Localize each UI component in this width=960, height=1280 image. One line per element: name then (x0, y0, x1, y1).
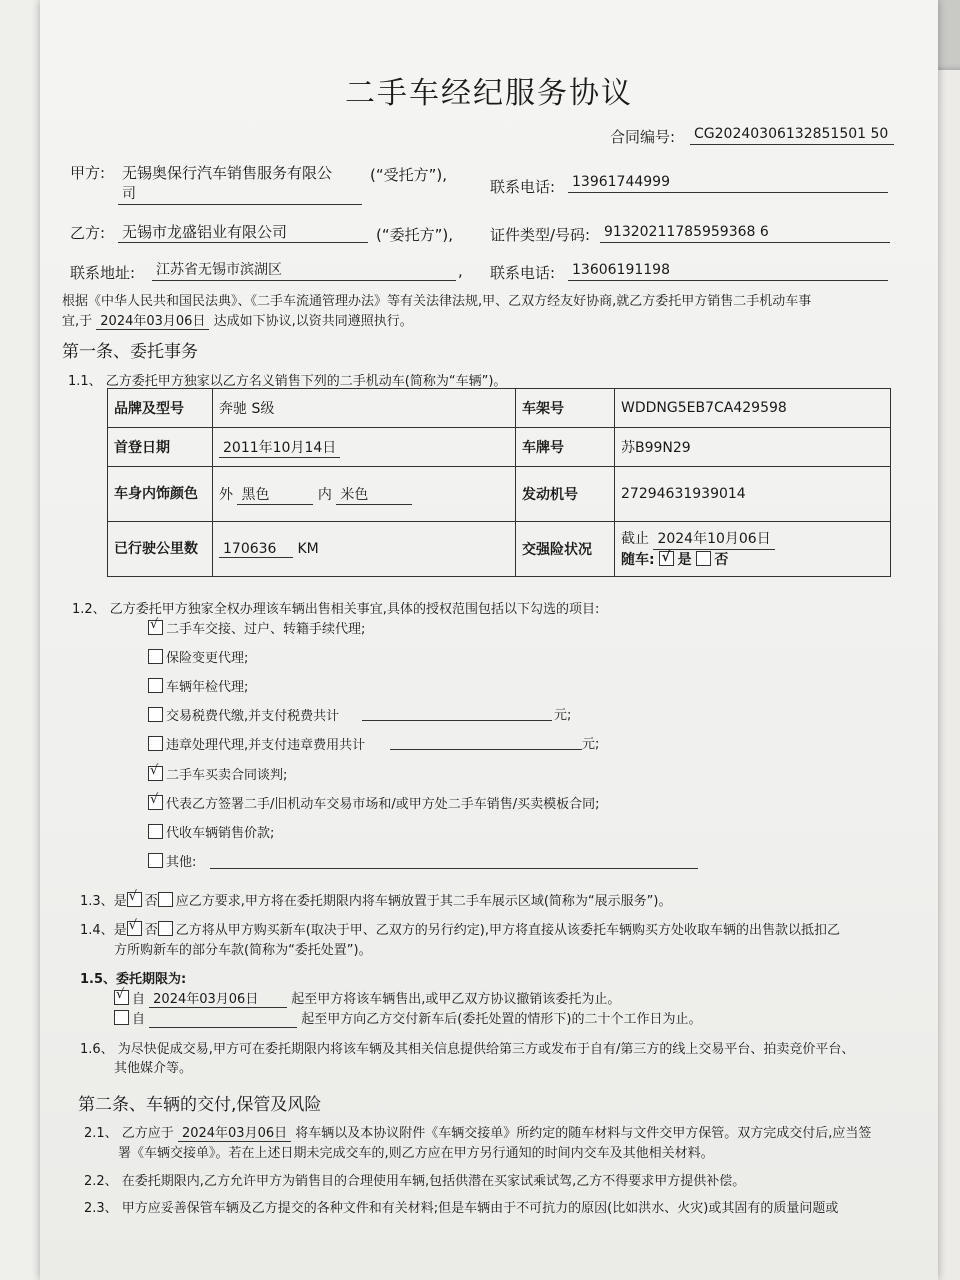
c13-no-checkbox[interactable] (158, 892, 173, 907)
party-a-name-line2: 司 (118, 184, 362, 205)
c15-a-date: 2024年03月06日 (149, 988, 287, 1008)
section2-title: 第二条、车辆的交付,保管及风险 (78, 1095, 322, 1115)
intro-line1: 根据《中华人民共和国民法典》、《二手车流通管理办法》等有关法律法规,甲、乙双方经友好协商,就乙方委托甲方销售二手机动车事 (62, 294, 812, 309)
option-3-checkbox[interactable] (148, 678, 163, 693)
ins-yes-label: 是 (677, 551, 692, 568)
vehicle-table (107, 388, 891, 577)
clause-1-5-a: √自 2024年03月06日 起至甲方将该车辆售出,或甲乙双方协议撤销该委托为止。 (114, 988, 620, 1008)
option-1-checkbox[interactable] (148, 620, 163, 635)
option-1: √二手车交接、过户、转籍手续代理; (148, 618, 365, 637)
reg-date-value: 2011年10月14日 (219, 437, 340, 458)
ins-yes-checkbox[interactable] (659, 551, 674, 566)
c15-a-checkbox[interactable] (114, 990, 129, 1005)
option-9-checkbox[interactable] (148, 853, 163, 868)
intro-line2: 宜,于 2024年03月06日 达成如下协议,以资共同遵照执行。 (62, 310, 413, 330)
contract-number-label: 合同编号: (610, 128, 676, 146)
option-6-checkbox[interactable] (148, 766, 163, 781)
option-8-checkbox[interactable] (148, 824, 163, 839)
option-2: 保险变更代理; (148, 647, 248, 666)
ins-no-label: 否 (714, 551, 729, 568)
c15-b-checkbox[interactable] (114, 1010, 129, 1025)
engine-value: 27294631939014 (615, 467, 891, 522)
section1-title: 第一条、委托事务 (62, 342, 198, 362)
clause-1-2: 1.2、 乙方委托甲方独家全权办理该车辆出售相关事宜,具体的授权范围包括以下勾选的项目: (72, 602, 600, 617)
clause-1-3: 1.3、是√ 否 应乙方要求,甲方将在委托期限内将车辆放置于其二手车展示区域(简称为“展示服务”)。 (80, 890, 671, 909)
clause-1-6-line1: 1.6、 为尽快促成交易,甲方可在委托期限内将该车辆及其相关信息提供给第三方或发布于自有/第三方的线上交易平台、拍卖竞价平台、 (80, 1042, 855, 1057)
reg-date-label: 首登日期 (108, 428, 213, 467)
brand-label: 品牌及型号 (108, 389, 213, 428)
color-in-value: 米色 (336, 484, 412, 505)
option-5-checkbox[interactable] (148, 736, 163, 751)
ins-until-value: 2024年10月06日 (653, 529, 774, 550)
party-b-phone-label: 联系电话: (490, 264, 556, 282)
option-5: 违章处理代理,并支付违章费用共计 (148, 734, 365, 753)
party-a-phone-label: 联系电话: (490, 178, 556, 196)
brand-value: 奔驰 S级 (213, 389, 516, 428)
party-a-role: (“受托方”), (370, 166, 448, 184)
mileage-label: 已行驶公里数 (108, 522, 213, 577)
clause-2-3: 2.3、 甲方应妥善保管车辆及乙方提交的各种文件和有关材料;但是车辆由于不可抗力的原因(比如洪水、火灾)或其固有的质量问题或 (84, 1201, 839, 1216)
address-comma: , (458, 262, 463, 280)
option-7-checkbox[interactable] (148, 795, 163, 810)
option-2-checkbox[interactable] (148, 649, 163, 664)
table-row (108, 467, 891, 522)
ins-until-label: 截止 (621, 530, 649, 547)
tax-amount-field[interactable] (362, 700, 552, 721)
clause-1-5-title: 1.5、委托期限为: (80, 972, 187, 987)
intro-date: 2024年03月06日 (96, 310, 209, 330)
color-out-label: 外 (219, 486, 233, 503)
party-b-role: (“委托方”), (376, 226, 454, 244)
color-out-value: 黑色 (237, 484, 313, 505)
option-9: 其他: (148, 851, 196, 870)
color-label: 车身内饰颜色 (108, 467, 213, 522)
option-4: 交易税费代缴,并支付税费共计 (148, 705, 339, 724)
option-8: 代收车辆销售价款; (148, 822, 274, 841)
insurance-label: 交强险状况 (516, 522, 615, 577)
c14-yes-checkbox[interactable] (127, 921, 142, 936)
contract-number: CG20240306132851501 50 (690, 124, 894, 145)
party-a-name-line1: 无锡奥保行汽车销售服务有限公 (122, 164, 333, 182)
party-b-id: 91320211785959368 6 (600, 222, 890, 243)
document-title: 二手车经纪服务协议 (345, 76, 633, 111)
c21-date: 2024年03月06日 (178, 1122, 291, 1142)
table-row (108, 428, 891, 467)
clause-2-1-line2: 署《车辆交接单》。若在上述日期未完成交车的,则乙方应在甲方另行通知的时间内交车及其他相关材料。 (118, 1146, 714, 1161)
clause-1-4: 1.4、是√ 否 乙方将从甲方购买新车(取决于甲、乙双方的另行约定),甲方将直接从该委托车辆购买方处收取车辆的出售款以抵扣乙 (80, 919, 840, 938)
clause-1-5-b: 自 起至甲方向乙方交付新车后(委托处置的情形下)的二十个工作日为止。 (114, 1008, 701, 1028)
clause-2-2: 2.2、 在委托期限内,乙方允许甲方为销售目的合理使用车辆,包括供潜在买家试乘试驾,乙方不得要求甲方提供补偿。 (84, 1174, 746, 1189)
engine-label: 发动机号 (516, 467, 615, 522)
party-a-phone: 13961744999 (568, 172, 888, 193)
mileage-value: 170636 (219, 541, 293, 558)
party-a-label: 甲方: (70, 164, 106, 182)
plate-value: 苏B99N29 (615, 428, 891, 467)
c13-yes-checkbox[interactable] (127, 892, 142, 907)
clause-1-4-line2: 方所购新车的部分车款(简称为“委托处置”)。 (114, 943, 372, 958)
c14-no-checkbox[interactable] (158, 921, 173, 936)
party-b-address: 江苏省无锡市滨湖区 (152, 260, 456, 281)
plate-label: 车牌号 (516, 428, 615, 467)
contract-page (40, 0, 938, 1280)
clause-2-1: 2.1、 乙方应于 2024年03月06日 将车辆以及本协议附件《车辆交接单》所约定的随车材料与文件交甲方保管。双方完成交付后,应当签 (84, 1122, 871, 1142)
ins-follow-label: 随车: (621, 551, 655, 568)
option-5-yuan: 元; (582, 737, 600, 752)
option-4-yuan: 元; (554, 708, 572, 723)
table-row (108, 389, 891, 428)
other-field[interactable] (210, 848, 698, 869)
clause-1-1: 1.1、 乙方委托甲方独家以乙方名义销售下列的二手机动车(简称为“车辆”)。 (68, 374, 507, 389)
ins-no-checkbox[interactable] (696, 551, 711, 566)
party-b-address-label: 联系地址: (70, 264, 136, 282)
violation-amount-field[interactable] (390, 729, 582, 750)
option-4-checkbox[interactable] (148, 707, 163, 722)
party-b-id-label: 证件类型/号码: (490, 226, 591, 244)
option-3: 车辆年检代理; (148, 676, 248, 695)
option-7: √代表乙方签署二手/旧机动车交易市场和/或甲方处二手车销售/买卖模板合同; (148, 793, 600, 812)
party-b-phone: 13606191198 (568, 260, 888, 281)
mileage-unit: KM (297, 540, 319, 557)
option-6: √二手车买卖合同谈判; (148, 764, 287, 783)
vin-value: WDDNG5EB7CA429598 (615, 389, 891, 428)
party-b-label: 乙方: (70, 224, 106, 242)
color-in-label: 内 (317, 486, 332, 503)
clause-1-6-line2: 其他媒介等。 (114, 1061, 193, 1076)
vin-label: 车架号 (516, 389, 615, 428)
party-b-name: 无锡市龙盛铝业有限公司 (118, 222, 368, 243)
table-row (108, 522, 891, 577)
